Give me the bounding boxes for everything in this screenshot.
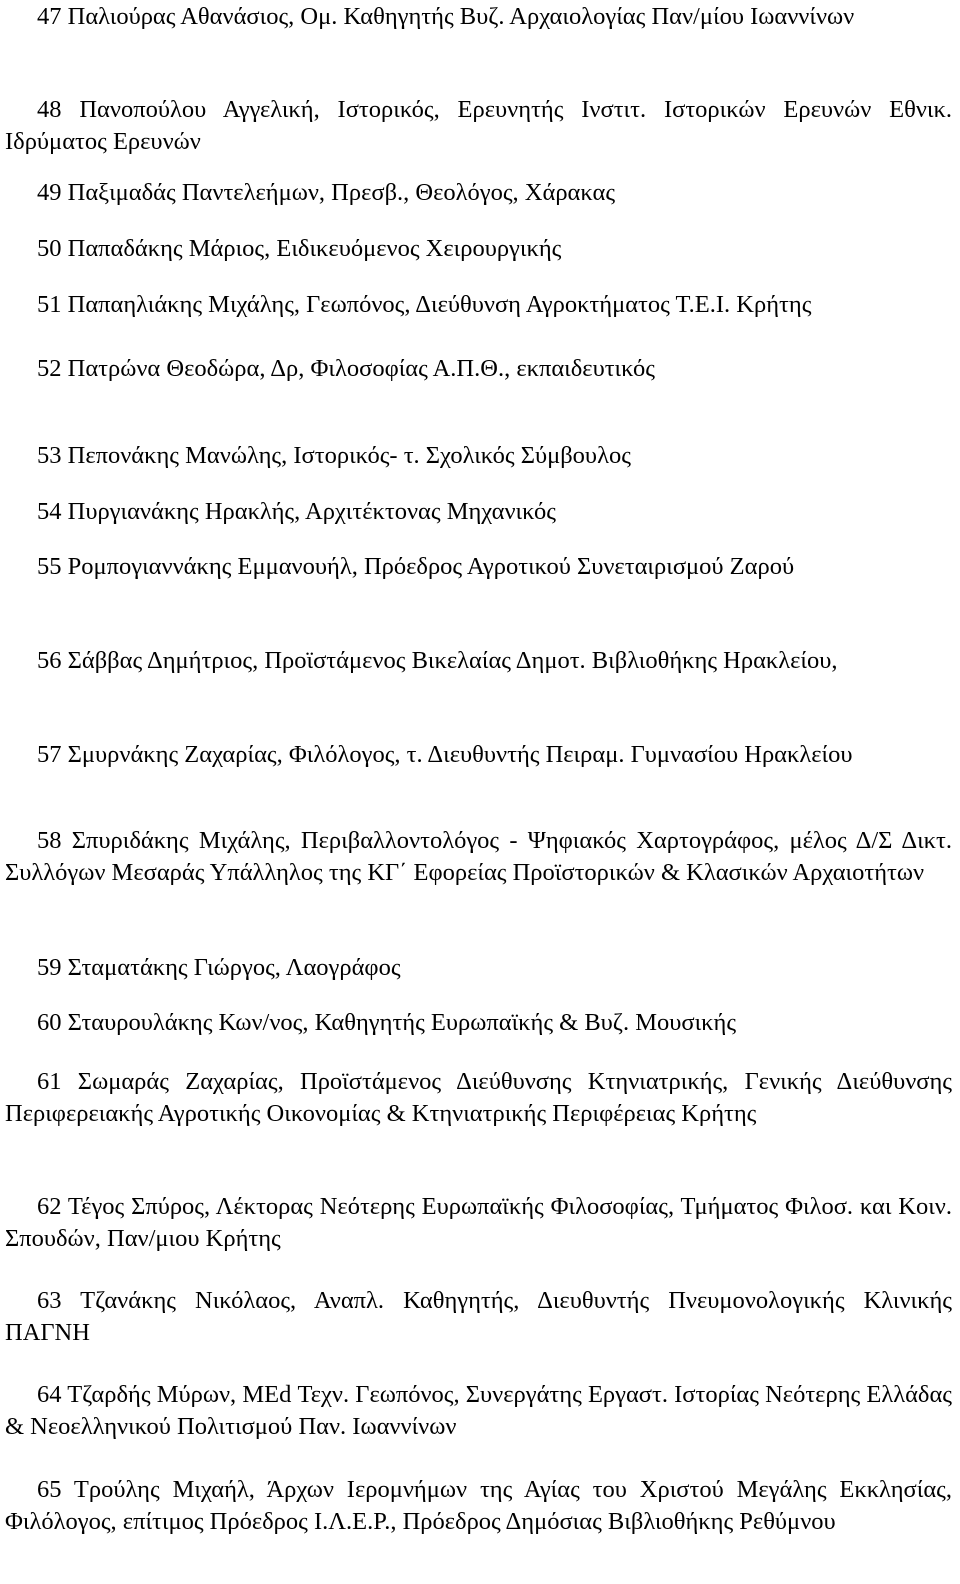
list-entry-60: 60 Σταυρουλάκης Κων/νος, Καθηγητής Ευρωπαϊκής & Βυζ. Μουσικής [37,1009,737,1036]
list-entry-63: 63 Τζανάκης Νικόλαος, Αναπλ. Καθηγητής, Διευθυντής Πνευμονολογικής Κλινικής ΠΑΓΝΗ [5,1287,952,1346]
list-entry-55: 55 Ρομπογιαννάκης Εμμανουήλ, Πρόεδρος Αγροτικού Συνεταιρισμού Ζαρού [37,553,795,580]
list-entry-61: 61 Σωμαράς Ζαχαρίας, Προϊστάμενος Διεύθυνσης Κτηνιατρικής, Γενικής Διεύθυνσης Περιφερειακής Αγροτικής Οικονομίας & Κτηνιατρικής Περιφέρειας Κρήτης [5,1068,952,1127]
list-entry-65: 65 Τρούλης Μιχαήλ, Άρχων Ιερομνήμων της Αγίας του Χριστού Μεγάλης Εκκλησίας, Φιλόλογος, επίτιμος Πρόεδρος Ι.Λ.Ε.Ρ., Πρόεδρος Δημόσιας Βιβλιοθήκης Ρεθύμνου [5,1476,952,1535]
list-entry-50: 50 Παπαδάκης Μάριος, Ειδικευόμενος Χειρουργικής [37,235,562,262]
list-entry-62: 62 Τέγος Σπύρος, Λέκτορας Νεότερης Ευρωπαϊκής Φιλοσοφίας, Τμήματος Φιλοσ. και Κοιν. Σπουδών, Παν/μιου Κρήτης [5,1193,952,1252]
list-entry-58: 58 Σπυριδάκης Μιχάλης, Περιβαλλοντολόγος - Ψηφιακός Χαρτογράφος, μέλος Δ/Σ Δικτ. Συλλόγων Μεσαράς Υπάλληλος της ΚΓ΄ Εφορείας Προϊστορικών & Κλασικών Αρχαιοτήτων [5,827,952,886]
list-entry-48: 48 Πανοπούλου Αγγελική, Ιστορικός, Ερευνητής Ινστιτ. Ιστορικών Ερευνών Εθνικ. Ιδρύματος Ερευνών [5,96,952,155]
list-entry-53: 53 Πεπονάκης Μανώλης, Ιστορικός- τ. Σχολικός Σύμβουλος [37,442,631,469]
list-entry-51: 51 Παπαηλιάκης Μιχάλης, Γεωπόνος, Διεύθυνση Αγροκτήματος Τ.Ε.Ι. Κρήτης [37,291,812,318]
list-entry-56: 56 Σάββας Δημήτριος, Προϊστάμενος Βικελαίας Δημοτ. Βιβλιοθήκης Ηρακλείου, [37,647,838,674]
list-entry-57: 57 Σμυρνάκης Ζαχαρίας, Φιλόλογος, τ. Διευθυντής Πειραμ. Γυμνασίου Ηρακλείου [37,741,853,768]
list-entry-59: 59 Σταματάκης Γιώργος, Λαογράφος [37,954,401,981]
list-entry-64: 64 Τζαρδής Μύρων, MEd Τεχν. Γεωπόνος, Συνεργάτης Εργαστ. Ιστορίας Νεότερης Ελλάδας & Νεοελληνικού Πολιτισμού Παν. Ιωαννίνων [5,1381,952,1440]
list-entry-47: 47 Παλιούρας Αθανάσιος, Ομ. Καθηγητής Βυζ. Αρχαιολογίας Παν/μίου Ιωαννίνων [37,3,855,30]
list-entry-52: 52 Πατρώνα Θεοδώρα, Δρ, Φιλοσοφίας Α.Π.Θ., εκπαιδευτικός [37,355,655,382]
list-entry-54: 54 Πυργιανάκης Ηρακλής, Αρχιτέκτονας Μηχανικός [37,498,556,525]
list-entry-49: 49 Παξιμαδάς Παντελεήμων, Πρεσβ., Θεολόγος, Χάρακας [37,179,616,206]
